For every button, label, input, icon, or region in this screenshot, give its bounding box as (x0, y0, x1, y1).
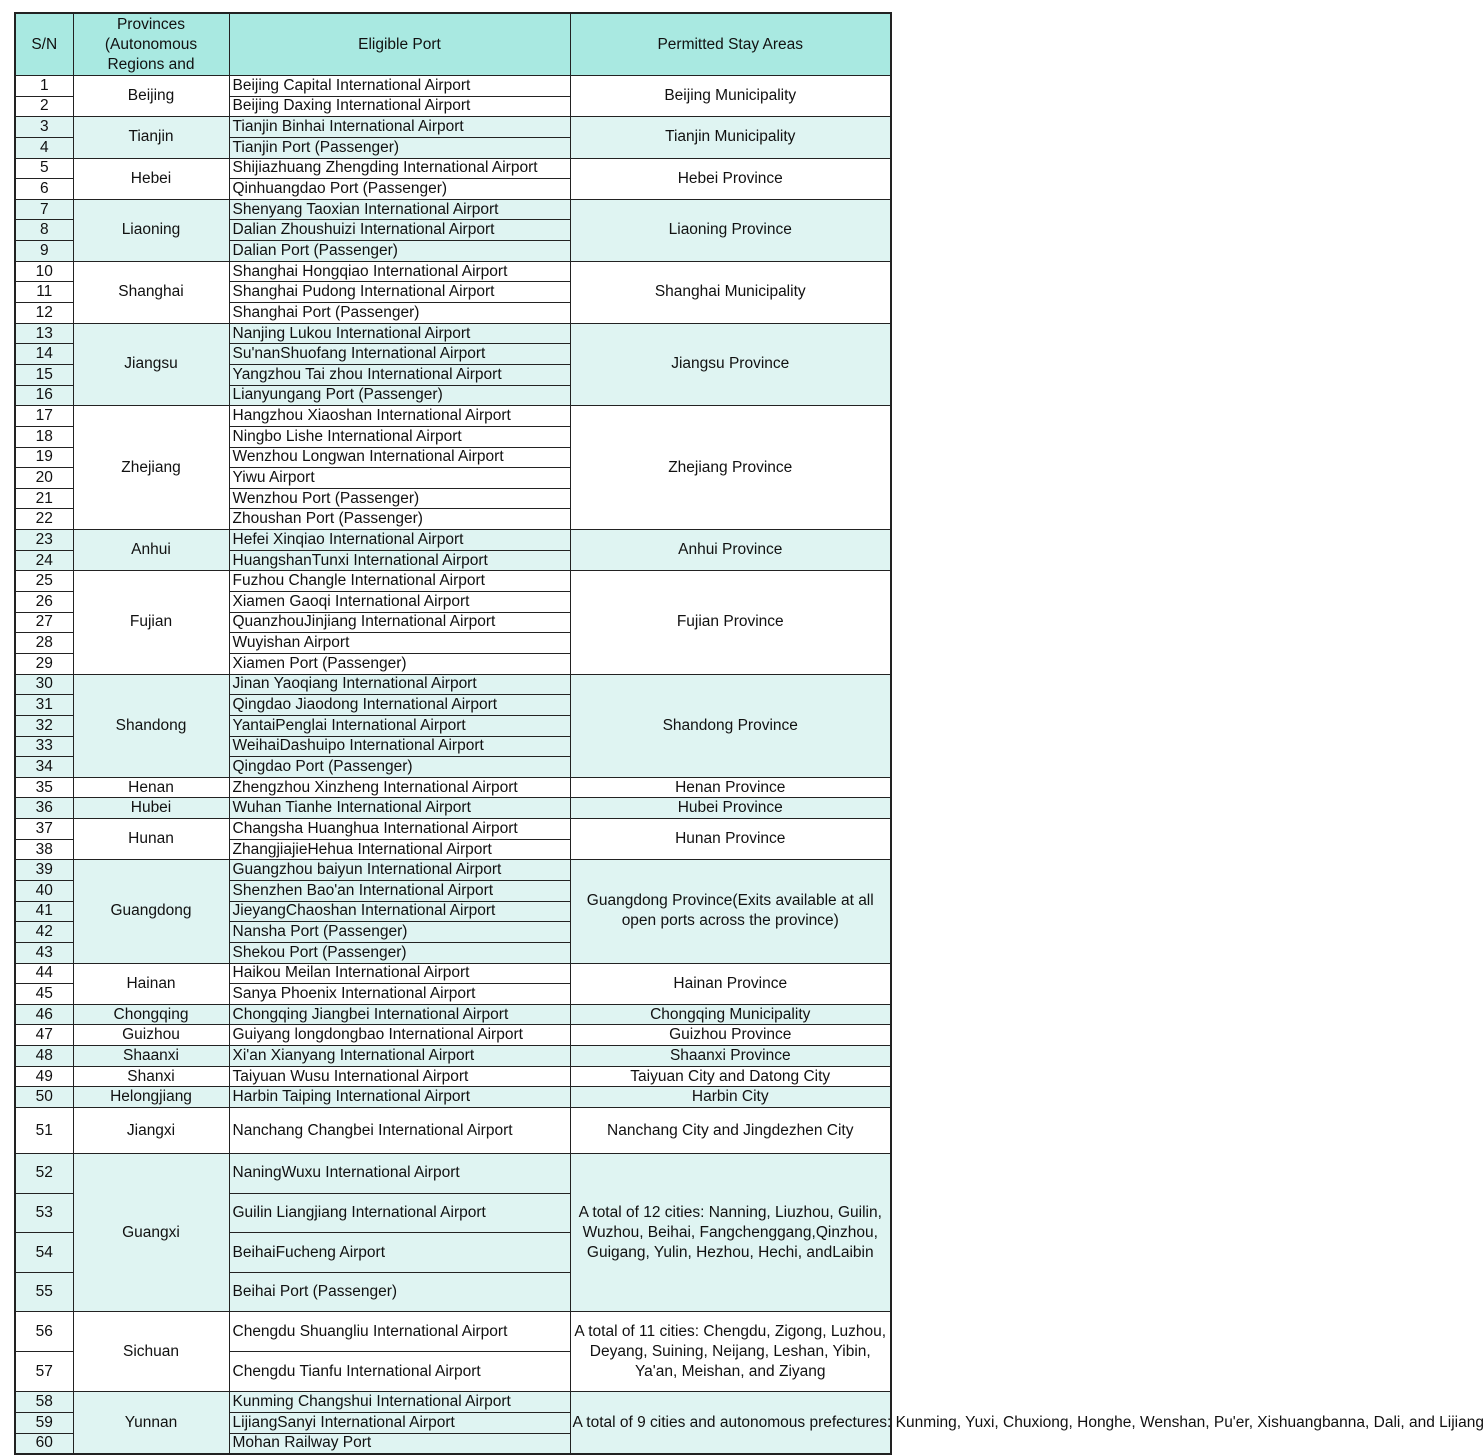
port-cell: Guiyang longdongbao International Airport (229, 1025, 570, 1046)
port-cell: Shenyang Taoxian International Airport (229, 199, 570, 220)
port-cell: Harbin Taiping International Airport (229, 1087, 570, 1108)
table-row (15, 777, 891, 798)
stay-area-cell: Anhui Province (570, 530, 891, 571)
port-cell: Xi'an Xianyang International Airport (229, 1046, 570, 1067)
sn-cell: 13 (15, 323, 73, 344)
port-cell: ZhangjiajieHehua International Airport (229, 839, 570, 860)
sn-cell: 36 (15, 798, 73, 819)
sn-cell: 25 (15, 571, 73, 592)
port-cell: Chengdu Shuangliu International Airport (229, 1312, 570, 1352)
port-cell: Xiamen Gaoqi International Airport (229, 592, 570, 613)
sn-cell: 50 (15, 1087, 73, 1108)
sn-cell: 49 (15, 1066, 73, 1087)
port-cell: Su'nanShuofang International Airport (229, 344, 570, 365)
sn-cell: 59 (15, 1413, 73, 1434)
province-cell: Beijing (73, 76, 229, 117)
stay-area-cell: A total of 12 cities: Nanning, Liuzhou, Guilin, Wuzhou, Beihai, Fangchenggang,Qinzhou, Guigang, Yulin, Hezhou, Hechi, andLaibin (570, 1154, 891, 1312)
port-cell: Zhengzhou Xinzheng International Airport (229, 777, 570, 798)
stay-area-cell: Shandong Province (570, 674, 891, 777)
port-cell: Wuhan Tianhe International Airport (229, 798, 570, 819)
table-row (15, 571, 891, 592)
ports-table (14, 12, 1484, 1455)
port-cell: Hangzhou Xiaoshan International Airport (229, 406, 570, 427)
province-cell: Tianjin (73, 117, 229, 158)
sn-cell: 34 (15, 757, 73, 778)
sn-cell: 10 (15, 261, 73, 282)
sn-cell: 31 (15, 695, 73, 716)
table-row (15, 1046, 891, 1067)
sn-cell: 45 (15, 984, 73, 1005)
province-cell: Guangdong (73, 860, 229, 963)
province-cell: Shanxi (73, 1066, 229, 1087)
port-cell: YantaiPenglai International Airport (229, 715, 570, 736)
sn-cell: 43 (15, 942, 73, 963)
table-row (15, 1004, 891, 1025)
table-row (15, 798, 891, 819)
sn-cell: 6 (15, 179, 73, 200)
table-row (15, 674, 891, 695)
port-cell: Kunming Changshui International Airport (229, 1392, 570, 1413)
stay-area-cell: Guizhou Province (570, 1025, 891, 1046)
stay-area-cell: Zhejiang Province (570, 406, 891, 530)
table-row (15, 1108, 891, 1154)
sn-cell: 30 (15, 674, 73, 695)
sn-cell: 29 (15, 653, 73, 674)
port-cell: LijiangSanyi International Airport (229, 1413, 570, 1434)
table-row (15, 1066, 891, 1087)
header-area: Permitted Stay Areas (570, 13, 891, 76)
table-row (15, 1025, 891, 1046)
sn-cell: 16 (15, 385, 73, 406)
port-cell: Xiamen Port (Passenger) (229, 653, 570, 674)
province-cell: Liaoning (73, 199, 229, 261)
sn-cell: 46 (15, 1004, 73, 1025)
port-cell: NaningWuxu International Airport (229, 1154, 570, 1194)
table-row (15, 860, 891, 881)
province-cell: Shaanxi (73, 1046, 229, 1067)
port-cell: Beihai Port (Passenger) (229, 1272, 570, 1312)
sn-cell: 22 (15, 509, 73, 530)
stay-area-cell: Beijing Municipality (570, 76, 891, 117)
port-cell: Sanya Phoenix International Airport (229, 984, 570, 1005)
port-cell: Wenzhou Longwan International Airport (229, 447, 570, 468)
sn-cell: 26 (15, 592, 73, 613)
port-cell: Haikou Meilan International Airport (229, 963, 570, 984)
stay-area-cell: Jiangsu Province (570, 323, 891, 406)
sn-cell: 53 (15, 1193, 73, 1233)
header-sn: S/N (15, 13, 73, 76)
stay-area-cell: Fujian Province (570, 571, 891, 674)
sn-cell: 60 (15, 1433, 73, 1454)
port-cell: Shenzhen Bao'an International Airport (229, 880, 570, 901)
stay-area-cell: A total of 11 cities: Chengdu, Zigong, Luzhou, Deyang, Suining, Neijang, Leshan, Yibin, Ya'an, Meishan, and Ziyang (570, 1312, 891, 1392)
sn-cell: 3 (15, 117, 73, 138)
port-cell: Shanghai Port (Passenger) (229, 303, 570, 324)
sn-cell: 27 (15, 612, 73, 633)
sn-cell: 21 (15, 488, 73, 509)
port-cell: Taiyuan Wusu International Airport (229, 1066, 570, 1087)
province-cell: Anhui (73, 530, 229, 571)
header-port: Eligible Port (229, 13, 570, 76)
sn-cell: 54 (15, 1233, 73, 1273)
sn-cell: 40 (15, 880, 73, 901)
stay-area-cell: Nanchang City and Jingdezhen City (570, 1108, 891, 1154)
stay-area-cell: Hubei Province (570, 798, 891, 819)
table-row (15, 158, 891, 179)
port-cell: HuangshanTunxi International Airport (229, 550, 570, 571)
sn-cell: 18 (15, 426, 73, 447)
port-cell: Shanghai Pudong International Airport (229, 282, 570, 303)
port-cell: Changsha Huanghua International Airport (229, 819, 570, 840)
port-cell: Chongqing Jiangbei International Airport (229, 1004, 570, 1025)
province-cell: Yunnan (73, 1392, 229, 1454)
province-cell: Guizhou (73, 1025, 229, 1046)
sn-cell: 17 (15, 406, 73, 427)
sn-cell: 37 (15, 819, 73, 840)
sn-cell: 41 (15, 901, 73, 922)
stay-area-cell: A total of 9 cities and autonomous prefectures: Kunming, Yuxi, Chuxiong, Honghe, Wenshan, Pu'er, Xishuangbanna, Dali, and Lijiang (570, 1392, 891, 1454)
sn-cell: 33 (15, 736, 73, 757)
table-row (15, 199, 891, 220)
stay-area-cell: Liaoning Province (570, 199, 891, 261)
province-cell: Shanghai (73, 261, 229, 323)
port-cell: Dalian Zhoushuizi International Airport (229, 220, 570, 241)
port-cell: Qingdao Port (Passenger) (229, 757, 570, 778)
sn-cell: 55 (15, 1272, 73, 1312)
sn-cell: 47 (15, 1025, 73, 1046)
port-cell: Beijing Capital International Airport (229, 76, 570, 97)
port-cell: Qingdao Jiaodong International Airport (229, 695, 570, 716)
port-cell: Zhoushan Port (Passenger) (229, 509, 570, 530)
table-row (15, 406, 891, 427)
port-cell: Shekou Port (Passenger) (229, 942, 570, 963)
sn-cell: 42 (15, 922, 73, 943)
table-row (15, 323, 891, 344)
port-cell: Tianjin Port (Passenger) (229, 137, 570, 158)
sn-cell: 32 (15, 715, 73, 736)
port-cell: Qinhuangdao Port (Passenger) (229, 179, 570, 200)
sn-cell: 19 (15, 447, 73, 468)
header-province: Provinces (Autonomous Regions and (73, 13, 229, 76)
stay-area-cell: Harbin City (570, 1087, 891, 1108)
stay-area-cell: Hunan Province (570, 819, 891, 860)
port-cell: Beijing Daxing International Airport (229, 96, 570, 117)
province-cell: Chongqing (73, 1004, 229, 1025)
sn-cell: 58 (15, 1392, 73, 1413)
table-row (15, 117, 891, 138)
sn-cell: 35 (15, 777, 73, 798)
table-row (15, 261, 891, 282)
sn-cell: 38 (15, 839, 73, 860)
port-cell: Nanjing Lukou International Airport (229, 323, 570, 344)
port-cell: Hefei Xinqiao International Airport (229, 530, 570, 551)
port-cell: Chengdu Tianfu International Airport (229, 1352, 570, 1392)
province-cell: Zhejiang (73, 406, 229, 530)
province-cell: Jiangxi (73, 1108, 229, 1154)
port-cell: WeihaiDashuipo International Airport (229, 736, 570, 757)
province-cell: Hebei (73, 158, 229, 199)
table-row (15, 1154, 891, 1194)
sn-cell: 9 (15, 241, 73, 262)
province-cell: Henan (73, 777, 229, 798)
stay-area-cell: Chongqing Municipality (570, 1004, 891, 1025)
table-row (15, 819, 891, 840)
table-row (15, 1087, 891, 1108)
sn-cell: 56 (15, 1312, 73, 1352)
port-cell: Shanghai Hongqiao International Airport (229, 261, 570, 282)
sn-cell: 51 (15, 1108, 73, 1154)
province-cell: Shandong (73, 674, 229, 777)
sn-cell: 20 (15, 468, 73, 489)
port-cell: JieyangChaoshan International Airport (229, 901, 570, 922)
port-cell: Nanchang Changbei International Airport (229, 1108, 570, 1154)
port-cell: Nansha Port (Passenger) (229, 922, 570, 943)
sn-cell: 7 (15, 199, 73, 220)
province-cell: Fujian (73, 571, 229, 674)
port-cell: Wenzhou Port (Passenger) (229, 488, 570, 509)
port-cell: Guangzhou baiyun International Airport (229, 860, 570, 881)
table-row (15, 76, 891, 97)
stay-area-cell: Hebei Province (570, 158, 891, 199)
province-cell: Hunan (73, 819, 229, 860)
sn-cell: 24 (15, 550, 73, 571)
stay-area-cell: Shanghai Municipality (570, 261, 891, 323)
header-row (15, 13, 891, 76)
port-cell: Mohan Railway Port (229, 1433, 570, 1454)
port-cell: BeihaiFucheng Airport (229, 1233, 570, 1273)
sn-cell: 11 (15, 282, 73, 303)
stay-area-cell: Henan Province (570, 777, 891, 798)
province-cell: Hainan (73, 963, 229, 1004)
sn-cell: 48 (15, 1046, 73, 1067)
port-cell: Ningbo Lishe International Airport (229, 426, 570, 447)
sn-cell: 8 (15, 220, 73, 241)
port-cell: QuanzhouJinjiang International Airport (229, 612, 570, 633)
port-cell: Yiwu Airport (229, 468, 570, 489)
sn-cell: 52 (15, 1154, 73, 1194)
stay-area-cell: Tianjin Municipality (570, 117, 891, 158)
sn-cell: 4 (15, 137, 73, 158)
table-row (15, 963, 891, 984)
table-row (15, 530, 891, 551)
port-cell: Fuzhou Changle International Airport (229, 571, 570, 592)
table-row (15, 1392, 891, 1413)
sn-cell: 5 (15, 158, 73, 179)
sn-cell: 23 (15, 530, 73, 551)
port-cell: Wuyishan Airport (229, 633, 570, 654)
province-cell: Jiangsu (73, 323, 229, 406)
port-cell: Lianyungang Port (Passenger) (229, 385, 570, 406)
province-cell: Guangxi (73, 1154, 229, 1312)
sn-cell: 39 (15, 860, 73, 881)
sn-cell: 1 (15, 76, 73, 97)
sn-cell: 44 (15, 963, 73, 984)
province-cell: Sichuan (73, 1312, 229, 1392)
stay-area-cell: Shaanxi Province (570, 1046, 891, 1067)
port-cell: Jinan Yaoqiang International Airport (229, 674, 570, 695)
province-cell: Helongjiang (73, 1087, 229, 1108)
sn-cell: 28 (15, 633, 73, 654)
province-cell: Hubei (73, 798, 229, 819)
sn-cell: 12 (15, 303, 73, 324)
port-cell: Tianjin Binhai International Airport (229, 117, 570, 138)
stay-area-cell: Hainan Province (570, 963, 891, 1004)
sn-cell: 14 (15, 344, 73, 365)
port-cell: Guilin Liangjiang International Airport (229, 1193, 570, 1233)
port-cell: Yangzhou Tai zhou International Airport (229, 364, 570, 385)
port-cell: Dalian Port (Passenger) (229, 241, 570, 262)
stay-area-cell: Guangdong Province(Exits available at all open ports across the province) (570, 860, 891, 963)
stay-area-cell: Taiyuan City and Datong City (570, 1066, 891, 1087)
port-cell: Shijiazhuang Zhengding International Airport (229, 158, 570, 179)
table-row (15, 1312, 891, 1352)
sn-cell: 15 (15, 364, 73, 385)
sn-cell: 57 (15, 1352, 73, 1392)
sn-cell: 2 (15, 96, 73, 117)
